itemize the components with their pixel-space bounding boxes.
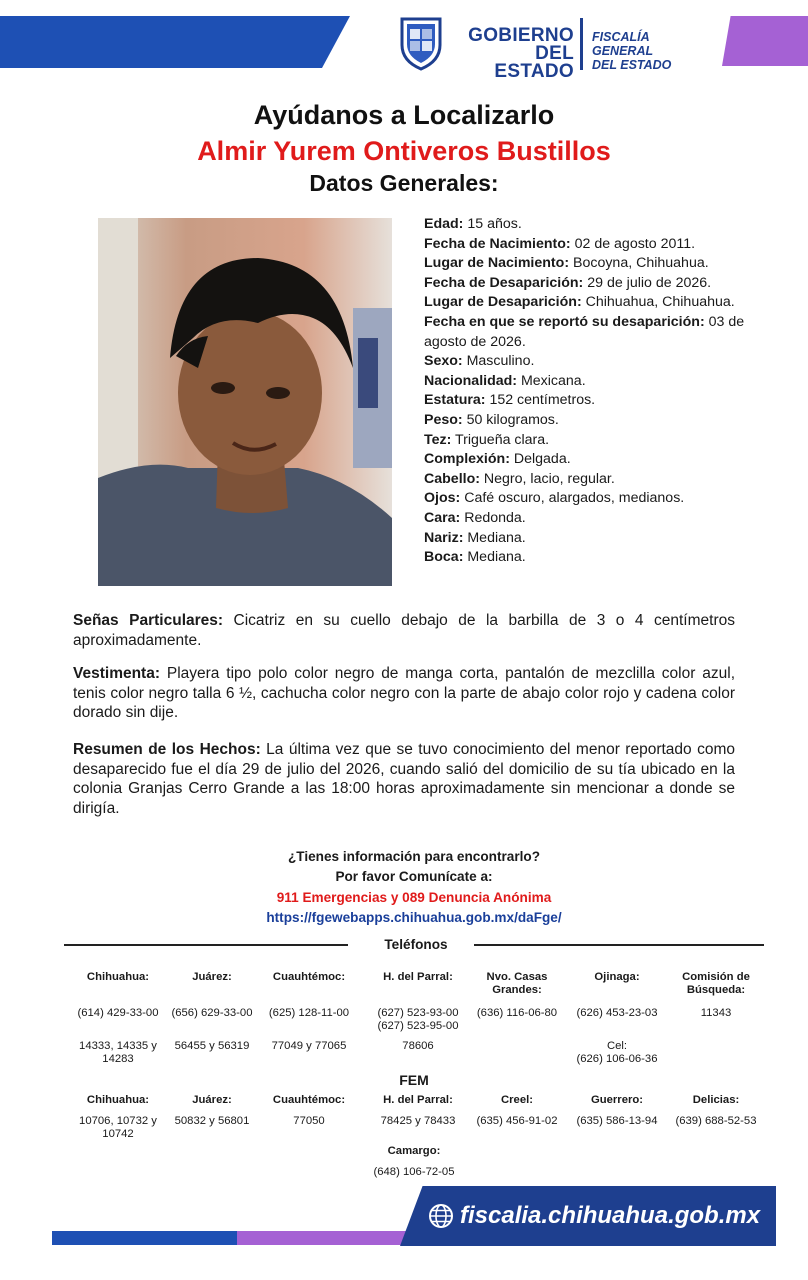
detail-row [424, 489, 754, 509]
detail-row [424, 391, 754, 411]
gobierno-logo-text [452, 27, 574, 81]
senas-particulares [73, 611, 735, 650]
detail-label: Fecha en que se reportó su desaparición: [424, 313, 705, 330]
tel-row1-cell: (626) 453-23-03 [576, 1007, 658, 1019]
tel-row2-cell: 78606 [402, 1040, 434, 1052]
missing-person-photo [98, 218, 392, 586]
detail-value: Masculino. [462, 353, 535, 370]
detail-row [424, 372, 754, 392]
detail-label: Cabello: [424, 470, 480, 487]
detail-label: Complexión: [424, 451, 510, 468]
footer-website[interactable]: fiscalia.chihuahua.gob.mx [460, 1202, 761, 1229]
detail-value: 29 de julio de 2026. [583, 274, 712, 291]
fiscalia-logo-text [592, 30, 712, 72]
fem-row-cell: 10706, 10732 y 10742 [79, 1115, 157, 1140]
fem-row-cell: (635) 456-91-02 [476, 1115, 558, 1127]
tel-headers-cell: H. del Parral: [383, 971, 453, 983]
detail-value: Café oscuro, alargados, medianos. [460, 490, 685, 507]
detail-row [424, 509, 754, 529]
detail-row [424, 293, 754, 313]
state-shield-icon [398, 15, 444, 71]
detail-row [424, 450, 754, 470]
fem-headers-cell: Creel: [500, 1094, 534, 1106]
tel-headers-cell: Cuauhtémoc: [272, 971, 346, 983]
detail-value: Negro, lacio, regular. [479, 470, 615, 487]
vestimenta-label: Vestimenta: [73, 665, 161, 682]
tel-headers-cell: Chihuahua: [86, 971, 150, 983]
tel-row2-cell: 14333, 14335 y 14283 [79, 1040, 157, 1065]
header-purple-bar [722, 16, 808, 66]
fem-row-cell: 50832 y 56801 [174, 1115, 250, 1127]
detail-row [424, 529, 754, 549]
detail-label: Fecha de Desaparición: [424, 274, 584, 291]
telefonos-title: Teléfonos [384, 937, 448, 952]
detail-row [424, 352, 754, 372]
detail-label: Ojos: [424, 490, 461, 507]
fem-title: FEM [399, 1072, 429, 1088]
fem-headers-cell: H. del Parral: [383, 1094, 453, 1106]
detail-label: Lugar de Nacimiento: [424, 255, 570, 272]
gov-line-1: GOBIERNO [468, 25, 574, 46]
detail-row [424, 274, 754, 294]
detail-label: Boca: [424, 549, 464, 566]
detail-label: Tez: [424, 431, 452, 448]
detail-value: Delgada. [509, 451, 571, 468]
detail-label: Lugar de Desaparición: [424, 294, 582, 311]
report-link[interactable]: https://fgewebapps.chihuahua.gob.mx/daFge/ [266, 910, 562, 925]
divider-right [474, 944, 764, 946]
tel-headers-cell: Comisión de Búsqueda: [682, 971, 750, 996]
fem-headers-cell: Guerrero: [590, 1094, 644, 1106]
detail-label: Cara: [424, 509, 461, 526]
detail-value: Mediana. [463, 549, 526, 566]
detail-row [424, 548, 754, 568]
fem-headers-cell: Chihuahua: [86, 1094, 150, 1106]
fem-headers-cell: Juárez: [192, 1094, 232, 1106]
detail-row [424, 235, 754, 255]
detail-value: 02 de agosto 2011. [570, 235, 696, 252]
tel-row2-cell: Cel: (626) 106-06-36 [576, 1040, 658, 1065]
vestimenta-text: Playera tipo polo color negro de manga corta, pantalón de mezclilla color azul, tenis color negro talla 6 ½, cachucha color negro con la parte de abajo color rojo y cadena color dorado sin dije. [73, 665, 735, 721]
divider-left [64, 944, 348, 946]
detail-value: Mexicana. [517, 372, 586, 389]
fem-row-cell: 77050 [293, 1115, 325, 1127]
detail-label: Nariz: [424, 529, 464, 546]
detail-label: Edad: [424, 216, 464, 232]
header-blue-bar [0, 16, 350, 68]
camargo-label: Camargo: [387, 1145, 441, 1157]
detail-value: Bocoyna, Chihuahua. [569, 255, 709, 272]
detail-label: Peso: [424, 411, 463, 428]
fem-row-cell: (639) 688-52-53 [675, 1115, 757, 1127]
tel-row2-cell: 56455 y 56319 [174, 1040, 250, 1052]
emergency-numbers: 911 Emergencias y 089 Denuncia Anónima [276, 890, 552, 905]
tel-row1-cell: (656) 629-33-00 [171, 1007, 253, 1019]
section-title: Datos Generales: [309, 170, 499, 196]
resumen-label: Resumen de los Hechos: [73, 741, 261, 758]
globe-icon [428, 1203, 454, 1229]
tel-row1-cell: (614) 429-33-00 [77, 1007, 159, 1019]
detail-value: Chihuahua, Chihuahua. [581, 294, 735, 311]
senas-text: Cicatriz en su cuello debajo de la barbilla de 3 o 4 centímetros aproximadamente. [73, 612, 735, 649]
detail-label: Nacionalidad: [424, 372, 518, 389]
fem-headers-cell: Cuauhtémoc: [272, 1094, 346, 1106]
detail-row [424, 254, 754, 274]
detail-row [424, 470, 754, 490]
page-title: Ayúdanos a Localizarlo [253, 100, 555, 130]
detail-row [424, 215, 754, 235]
detail-value: 152 centímetros. [485, 392, 596, 409]
detail-value: 15 años. [463, 216, 522, 232]
detail-value: 50 kilogramos. [462, 411, 559, 428]
resumen-hechos [73, 740, 735, 818]
resumen-text: La última vez que se tuvo conocimiento del menor reportado como desaparecido fue el día 29 de julio del 2026, cuando salió del domicilio de su tía ubicado en la colonia Granjas Cerro Grande a las 18:00 horas aproximadamente sin mencionar a donde se dirigía. [73, 741, 736, 817]
contact-please: Por favor Comunícate a: [335, 869, 493, 884]
tel-row1-cell: (627) 523-93-00 (627) 523-95-00 [377, 1007, 459, 1032]
detail-row [424, 411, 754, 431]
tel-row1-cell: 11343 [700, 1007, 732, 1019]
tel-row2-cell: 77049 y 77065 [271, 1040, 347, 1052]
tel-headers-cell: Juárez: [192, 971, 232, 983]
detail-label: Fecha de Nacimiento: [424, 235, 571, 252]
detail-row [424, 431, 754, 451]
contact-question: ¿Tienes información para encontrarlo? [287, 849, 541, 864]
fiscalia-line-2: DEL ESTADO [592, 58, 672, 72]
tel-row1-cell: (636) 116-06-80 [476, 1007, 558, 1019]
tel-headers-cell: Nvo. Casas Grandes: [486, 971, 548, 996]
vestimenta [73, 664, 735, 723]
logo-divider [580, 18, 583, 70]
tel-row1-cell: (625) 128-11-00 [268, 1007, 350, 1019]
personal-details-list [424, 215, 754, 568]
detail-value: 03 de agosto de 2026. [424, 313, 745, 350]
tel-headers-cell: Ojinaga: [594, 971, 640, 983]
fem-row-cell: (635) 586-13-94 [576, 1115, 658, 1127]
detail-label: Sexo: [424, 353, 463, 370]
detail-value: Redonda. [460, 509, 526, 526]
detail-row [424, 313, 754, 352]
fem-headers-cell: Delicias: [692, 1094, 740, 1106]
detail-value: Trigueña clara. [451, 431, 550, 448]
fiscalia-line-1: FISCALÍA GENERAL [592, 30, 654, 58]
camargo-phone: (648) 106-72-05 [373, 1166, 455, 1178]
missing-person-name: Almir Yurem Ontiveros Bustillos [197, 136, 611, 166]
detail-label: Estatura: [424, 392, 486, 409]
detail-value: Mediana. [463, 529, 526, 546]
fem-row-cell: 78425 y 78433 [380, 1115, 456, 1127]
gov-line-2: DEL ESTADO [494, 43, 574, 82]
senas-label: Señas Particulares: [73, 612, 224, 629]
